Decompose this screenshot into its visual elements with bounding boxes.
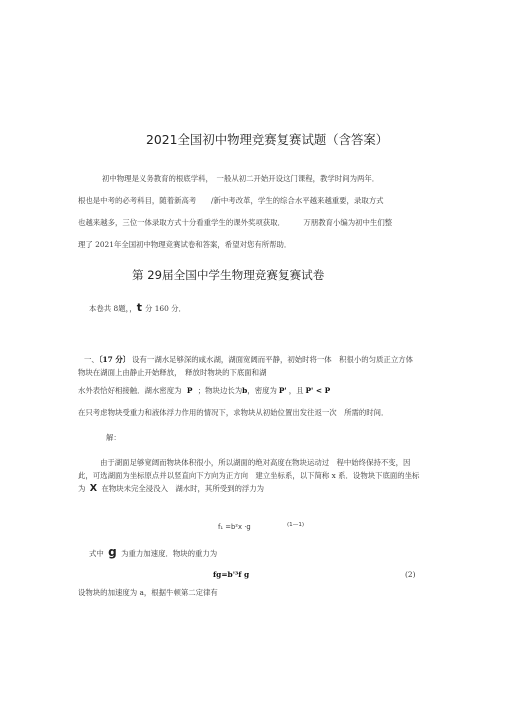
exam-info-prefix: 本卷共 8题，， [89,304,137,313]
gravity-symbol-g: g [108,545,117,559]
equation-1: f₁ =b²x ·g [218,523,251,531]
exam-info [89,303,186,314]
exam-info-suffix: 分 160 分． [144,304,186,313]
solution-line-1: 由于湖面足够宽阔而物块体积很小，所以湖面的绝对高度在物块运动过 程中始终保持不变，因 [100,458,411,467]
problem-text-3c: ，密度为 [247,386,277,395]
equation-1-number: (1—1) [287,522,305,528]
gravity-text-a: 式中 [89,549,104,558]
problem-line-2: 物块在湖面上由静止开始释放， 释放时物块的下底面和湖 [78,368,267,377]
solution-text-3a: 为 [78,484,86,493]
page-title: 2021全国初中物理竞赛复赛试题（含答案） [146,132,389,147]
solution-text-3b: 在物块未完全浸没入 湖水时，其所受到的浮力为 [101,484,265,493]
solution-label: 解： [106,433,121,442]
edge-length-symbol: b [242,386,248,395]
gravity-text-b: 为重力加速度．物块的重力为 [121,549,218,558]
problem-points: 〔17 分〕 [98,355,131,364]
problem-line-4: 在只考虑物块受重力和液体浮力作用的情况下，求物块从初始位置出发往返一次 所需的时间． [78,408,389,417]
intro-line-1: 初中物理是义务教育的根底学科， 一般从初二开始开设这门课程，教学时间为两年． [102,174,380,183]
solution-line-3 [78,484,264,494]
density-comparison: P' < P [305,386,331,395]
gravity-line [89,547,217,559]
problem-line-3 [78,386,330,396]
density-block-symbol: P' [278,386,287,395]
equation-2: fg=b'³f g [213,570,250,579]
solution-line-2: 此，可选湖面为坐标原点并以竖直向下方向为正方向 建立坐标系，以下简称 x 系．设物块下底面的坐标 [78,471,420,480]
intro-line-4: 理了 2021年全国初中物理竞赛试卷和答案，希望对您有所帮助． [78,240,292,249]
intro-line-2: 根也是中考的必考科目，随着新高考 /新中考改革，学生的综合水平越来越重要，录取方式 [78,196,384,205]
problem-text-1: 设有一湖水足够深的咸水湖，湖面宽阔而平静，初始时将一体 积很小的匀质正立方体 [132,355,413,364]
problem-number: 一、 [84,355,99,364]
problem-line-1 [84,355,413,365]
problem-text-3d: ，且 [288,386,304,395]
coordinate-symbol-x: X [89,483,98,494]
intro-line-3: 也越来越多，三位一体录取方式十分看重学生的课外奖项获取． 万朋教育小编为初中生们整 [78,218,393,227]
equation-2-number: (2) [405,570,416,579]
section-title: 第 29届全国中学生物理竞赛复赛试卷 [132,268,325,282]
solution-last-line: 设物块的加速度为 a，根据牛顿第二定律有 [78,588,218,597]
problem-text-3b: ；物块边长为 [197,386,243,395]
exam-info-t: t [136,301,142,314]
problem-text-3a: 水外表恰好相接触．湖水密度为 [78,386,182,395]
density-water-symbol: P [186,386,193,395]
